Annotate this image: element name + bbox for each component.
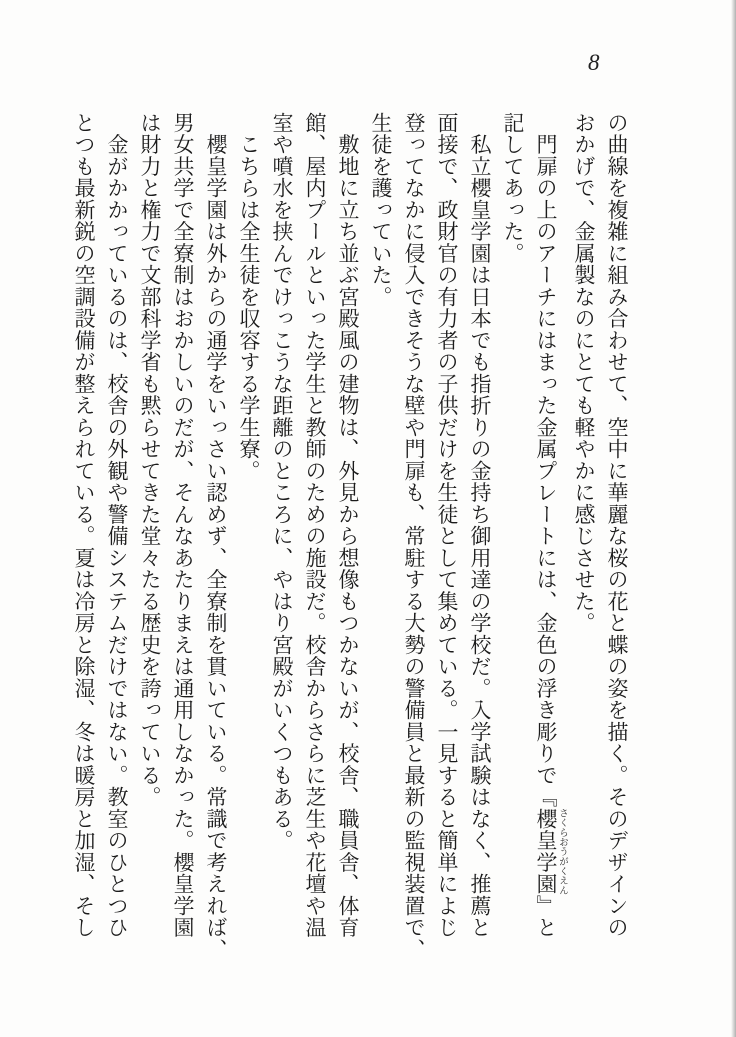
text-line	[463, 112, 496, 962]
text-line	[600, 112, 633, 962]
text-line	[529, 112, 567, 962]
text-run: 記してあった。	[501, 112, 525, 265]
text-run: 生徒を護っていた。	[369, 112, 393, 308]
ruby-word: 櫻皇学園 さくらおうがくえん	[534, 808, 567, 895]
text-line	[166, 112, 199, 962]
text-run: おかげで、金属製なのにとても軽やかに感じさせた。	[572, 112, 596, 634]
page-edge-shadow	[731, 0, 736, 1037]
text-line	[496, 112, 529, 962]
text-run: 男女共学で全寮制はおかしいのだが、そんなあたりまえは通用しなかった。櫻皇学園	[171, 112, 195, 939]
text-line	[397, 112, 430, 962]
text-run: 室や噴水を挟んでけっこうな距離のところに、やはり宮殿がいくつもある。	[270, 112, 294, 852]
text-run: 』と	[534, 895, 558, 939]
text-run: とつも最新鋭の空調設備が整えられている。夏は冷房と除湿、冬は暖房と加湿、そし	[72, 112, 96, 939]
page-text	[72, 112, 633, 962]
text-line	[100, 112, 133, 962]
text-run: 櫻皇学園は外からの通学をいっさい認めず、全寮制を貫いている。常識で考えれば、	[204, 112, 228, 961]
text-line	[199, 112, 232, 962]
text-line	[265, 112, 298, 962]
text-run: 金がかかっているのは、校舎の外観や警備システムだけではない。教室のひとつひ	[105, 112, 129, 939]
text-line	[232, 112, 265, 962]
text-run: 門扉の上のアーチにはまった金属プレートには、金色の浮き彫りで『	[534, 112, 558, 808]
text-run: 私立櫻皇学園は日本でも指折りの金持ち御用達の学校だ。入学試験はなく、推薦と	[468, 112, 492, 939]
text-line	[298, 112, 331, 962]
text-line	[430, 112, 463, 962]
text-run: こちらは全生徒を収容する学生寮。	[237, 112, 261, 482]
text-line	[567, 112, 600, 962]
text-run: の曲線を複雑に組み合わせて、空中に華麗な桜の花と蝶の姿を描く。そのデザインの	[605, 112, 629, 939]
text-line	[133, 112, 166, 962]
text-run: 登ってなかに侵入できそうな壁や門扉も、常駐する大勢の警備員と最新の監視装置で、	[402, 112, 426, 961]
page-number: 8	[588, 50, 600, 75]
text-run: は財力と権力で文部科学省も黙らせてきた堂々たる歴史を誇っている。	[138, 112, 162, 808]
text-line	[364, 112, 397, 962]
text-line	[331, 112, 364, 962]
text-line	[67, 112, 100, 962]
text-run: 館、屋内プールといった学生と教師のための施設だ。校舎からさらに芝生や花壇や温	[303, 112, 327, 939]
text-run: 面接で、政財官の有力者の子供だけを生徒として集めている。一見すると簡単によじ	[435, 112, 459, 939]
text-run: 敷地に立ち並ぶ宮殿風の建物は、外見から想像もつかないが、校舎、職員舎、体育	[336, 112, 360, 939]
